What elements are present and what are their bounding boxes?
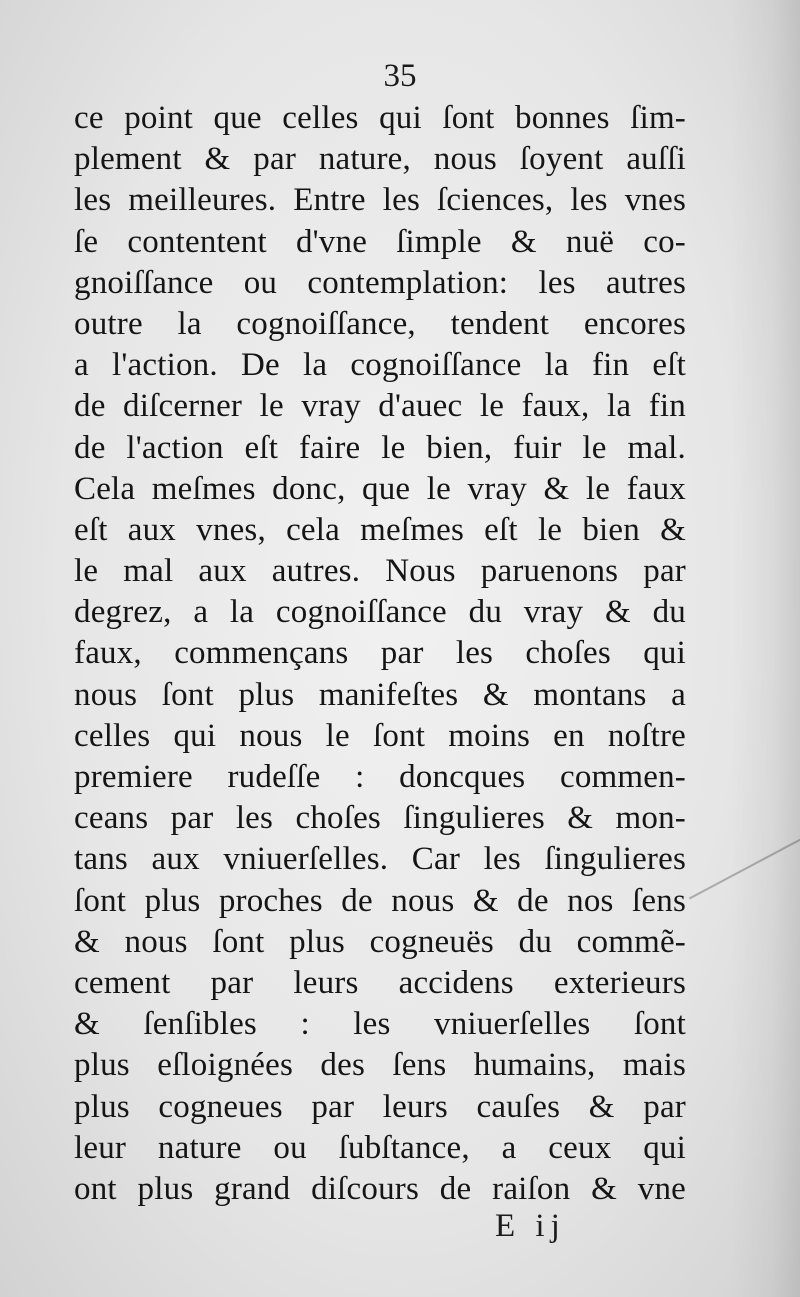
- text-line: ce point que celles qui ſont bonnes ſim-: [74, 100, 686, 136]
- text-line: faux, commençans par les choſes qui: [74, 635, 686, 672]
- text-line: premiere rudeſſe : doncques commen-: [74, 759, 686, 795]
- text-line: de diſcerner le vray d'auec le faux, la fin: [74, 388, 686, 425]
- text-line: & nous ſont plus cogneuës du commẽ-: [74, 923, 686, 960]
- text-line: plus cogneues par leurs cauſes & par: [74, 1088, 686, 1125]
- text-line: outre la cognoiſſance, tendent encores: [74, 305, 686, 342]
- text-line: ceans par les choſes ſingulieres & mon-: [74, 800, 686, 837]
- text-line: les meilleures. Entre les ſciences, les vnes: [74, 182, 686, 219]
- body-text: [74, 98, 686, 1210]
- text-line: ſe contentent d'vne ſimple & nuë co-: [74, 223, 686, 260]
- text-line: nous ſont plus manifeſtes & montans a: [74, 676, 686, 713]
- text-line: plement & par nature, nous ſoyent auſſi: [74, 141, 686, 178]
- text-line: leur nature ou ſubſtance, a ceux qui: [74, 1129, 686, 1166]
- signature-mark: E ij: [495, 1208, 566, 1244]
- text-line: ſont plus proches de nous & de nos ſens: [74, 882, 686, 919]
- text-line: celles qui nous le ſont moins en noſtre: [74, 717, 686, 754]
- text-line: & ſenſibles : les vniuerſelles ſont: [74, 1006, 686, 1043]
- text-line: a l'action. De la cognoiſſance la fin eſt: [74, 347, 686, 384]
- text-line: gnoiſſance ou contemplation: les autres: [74, 264, 686, 301]
- text-line: ont plus grand diſcours de raiſon & vne: [74, 1170, 686, 1207]
- text-line: eſt aux vnes, cela meſmes eſt le bien &: [74, 511, 686, 548]
- text-line: le mal aux autres. Nous paruenons par: [74, 553, 686, 590]
- text-line: cement par leurs accidens exterieurs: [74, 964, 686, 1001]
- text-line: Cela meſmes donc, que le vray & le faux: [74, 470, 686, 507]
- text-line: de l'action eſt faire le bien, fuir le mal.: [74, 429, 686, 466]
- text-line: degrez, a la cognoiſſance du vray & du: [74, 594, 686, 631]
- text-line: tans aux vniuerſelles. Car les ſingulieres: [74, 841, 686, 878]
- page-number: 35: [383, 58, 417, 94]
- page-edge-shadow: [730, 0, 800, 1297]
- text-line: plus eſloignées des ſens humains, mais: [74, 1047, 686, 1084]
